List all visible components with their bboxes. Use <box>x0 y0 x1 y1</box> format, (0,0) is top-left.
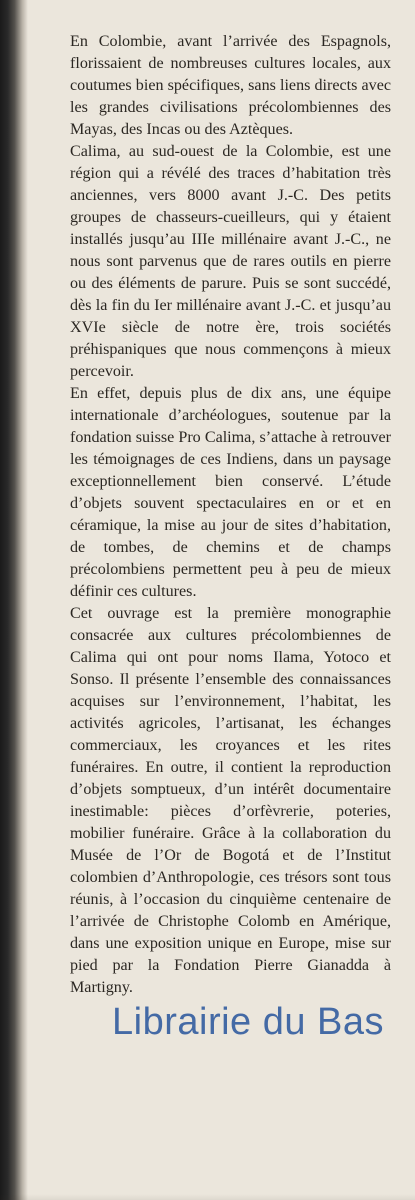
paragraph-research: En effet, depuis plus de dix ans, une équipe internationale d’archéologues, soutenue par la fondation suisse Pro Calima, s’attache à retrouver les témoignages de ces Indiens, dans un paysage exceptionnellement bien conservé. L’étude d’objets souvent spectaculaires en or et en céramique, la mise au jour de sites d’habitation, de tombes, de chemins et de champs précolombiens permettent peu à peu de mieux définir ces cultures. <box>70 385 391 600</box>
page-bottom-edge <box>0 1194 415 1200</box>
back-cover-text <box>70 31 391 999</box>
paragraph-calima: Calima, au sud-ouest de la Colombie, est une région qui a révélé des traces d’habitation très anciennes, vers 8000 avant J.-C. Des petits groupes de chasseurs-cueilleurs, qui y étaient installés jusqu’au IIIe millénaire avant J.-C., ne nous sont parvenus que de rares outils en pierre ou des éléments de parure. Puis se sont succédé, dès la fin du Ier millénaire avant J.-C. et jusqu’au XVIe siècle de notre ère, trois sociétés préhispaniques que nous commençons à mieux percevoir. <box>70 143 391 380</box>
seller-watermark: Librairie du Bas <box>112 1001 385 1043</box>
book-spine-shadow <box>0 0 28 1200</box>
paragraph-book-summary: Cet ouvrage est la première monographie consacrée aux cultures précolombiennes de Calima qui ont pour noms Ilama, Yotoco et Sonso. Il présente l’ensemble des connaissances acquises sur l’environnement, l’habitat, les activités agricoles, l’artisanat, les échanges commerciaux, les croyances et les rites funéraires. En outre, il contient la reproduction d’objets somptueux, d’un intérêt documentaire inestimable: pièces d’orfèvrerie, poteries, mobilier funéraire. Grâce à la collaboration du Musée de l’Or de Bogotá et de l’Institut colombien d’Anthropologie, ces trésors sont tous réunis, à l’occasion du cinquième centenaire de l’arrivée de Christophe Colomb en Amérique, dans une exposition unique en Europe, mise sur pied par la Fondation Pierre Gianadda à Martigny. <box>70 605 391 996</box>
paragraph-intro: En Colombie, avant l’arrivée des Espagnols, florissaient de nombreuses cultures locales, aux coutumes bien spécifiques, sans liens directs avec les grandes civilisations précolombiennes des Mayas, des Incas ou des Aztèques. <box>70 33 391 138</box>
